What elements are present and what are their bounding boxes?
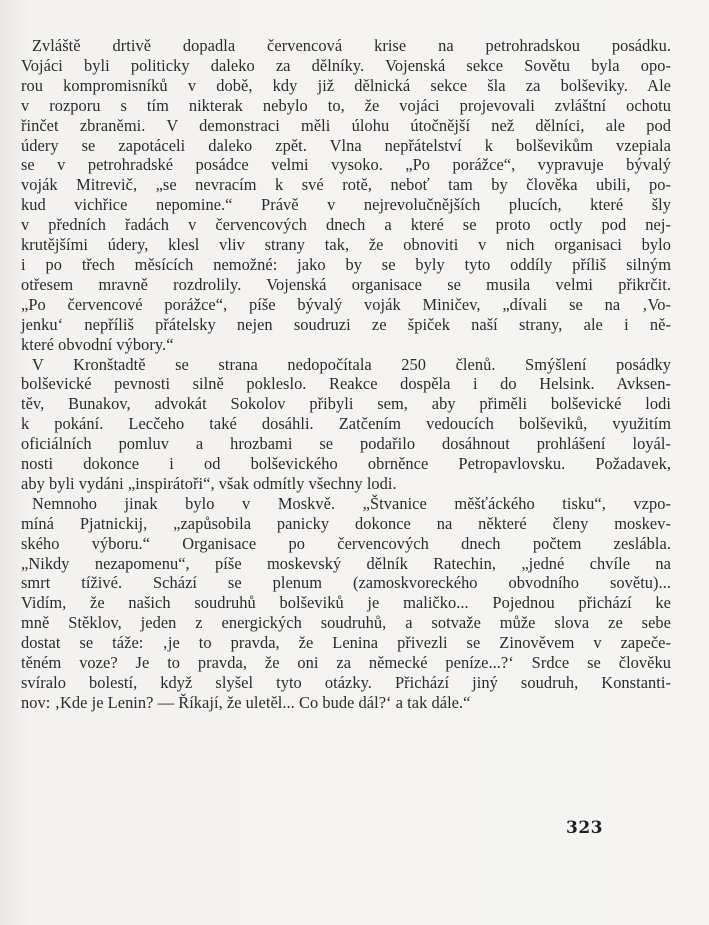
- text-line: těv, Bunakov, advokát Sokolov přibyli sem, aby přiměli bolševické lodi: [21, 394, 671, 414]
- paragraph: [21, 36, 671, 355]
- text-line: kud vichřice nepomine.“ Právě v nejrevolučnějších plucích, které šly: [21, 195, 671, 215]
- paragraph: [21, 355, 671, 494]
- text-line: bolševické pevnosti silně pokleslo. Reakce dospěla i do Helsink. Avksen-: [21, 374, 671, 394]
- text-line: V Kronštadtě se strana nedopočítala 250 členů. Smýšlení posádky: [32, 354, 671, 374]
- text-line: Nemnoho jinak bylo v Moskvě. „Štvanice měšťáckého tisku“, vzpo-: [32, 493, 671, 513]
- paragraph: [21, 494, 671, 713]
- text-line: Vojáci byli politicky daleko za dělníky. Vojenská sekce Sovětu byla opo-: [21, 55, 671, 75]
- text-line: voják Mitrevič, „se nevracím k své rotě, neboť tam by člověka ubili, po-: [21, 175, 671, 195]
- text-line: Vidím, že našich soudruhů bolševiků je maličko... Pojednou přichází ke: [21, 593, 671, 613]
- text-line: k pokání. Lecčeho také dosáhli. Zatčením vedoucích bolševiků, využitím: [21, 414, 671, 434]
- text-line: jenku‘ nepříliš přátelsky nejen soudruzi ze špiček naší strany, ale i ně-: [21, 314, 671, 334]
- text-line: nosti dokonce i od bolševického obrněnce Petropavlovsku. Požadavek,: [21, 454, 671, 474]
- text-line: aby byli vydáni „inspirátoři“, však odmítly všechny lodi.: [21, 473, 397, 493]
- text-line: Zvláště drtivě dopadla červencová krise na petrohradskou posádku.: [32, 36, 671, 55]
- body-text: [21, 36, 671, 713]
- text-line: v rozporu s tím nikterak nebylo to, že vojáci projevovali zvláštní ochotu: [21, 95, 671, 115]
- text-line: „Nikdy nezapomenu“, píše moskevský dělník Ratechin, „jedné chvíle na: [21, 553, 671, 573]
- text-line: nov: ‚Kde je Lenin? — Říkají, že uletěl... Co bude dál?‘ a tak dále.“: [21, 692, 471, 712]
- text-line: míná Pjatnickij, „zapůsobila panicky dokonce na některé členy moskev-: [21, 513, 671, 533]
- text-line: svíralo bolestí, když slyšel tyto otázky. Přichází jiný soudruh, Konstanti-: [21, 673, 671, 692]
- text-line: i po třech měsících nemožné: jako by se byly tyto oddíly příliš silným: [21, 254, 671, 274]
- text-line: ského výboru.“ Organisace po červencových dnech počtem zeslábla.: [21, 533, 671, 553]
- text-line: řinčet zbraněmi. V demonstraci měli úlohu útočnější než dělníci, ale pod: [21, 115, 671, 135]
- text-line: těném voze? Je to pravda, že oni za německé peníze...?‘ Srdce se člověku: [21, 653, 671, 673]
- text-line: otřesem mravně rozdrolily. Vojenská organisace se musila velmi přikrčit.: [21, 274, 671, 294]
- text-line: krutějšími údery, klesl vliv strany tak, že obnoviti v nich organisaci bylo: [21, 235, 671, 255]
- text-line: oficiálních pomluv a hrozbami se podařilo dosáhnout prohlášení loyál-: [21, 434, 671, 454]
- page-number: 323: [566, 818, 603, 838]
- text-line: mně Stěklov, jeden z energických soudruhů, a sotvaže může slova ze sebe: [21, 613, 671, 633]
- text-line: které obvodní výbory.“: [21, 334, 174, 354]
- text-line: rou kompromisníků v době, kdy již dělnická sekce šla za bolševiky. Ale: [21, 75, 671, 95]
- text-line: se v petrohradské posádce velmi vysoko. „Po porážce“, vypravuje bývalý: [21, 155, 671, 175]
- text-line: údery se zapotáceli daleko zpět. Vlna nepřátelství k bolševikům vzepiala: [21, 135, 671, 155]
- text-line: dostat se táže: ‚je to pravda, že Lenina přivezli se Zinověvem v zapeče-: [21, 633, 671, 653]
- text-line: „Po červencové porážce“, píše bývalý voják Miničev, „dívali se na ‚Vo-: [21, 294, 671, 314]
- text-line: v předních řadách v červencových dnech a které se proto octly pod nej-: [21, 215, 671, 235]
- text-line: smrt tíživé. Schází se plenum (zamoskvoreckého obvodního sovětu)...: [21, 573, 671, 593]
